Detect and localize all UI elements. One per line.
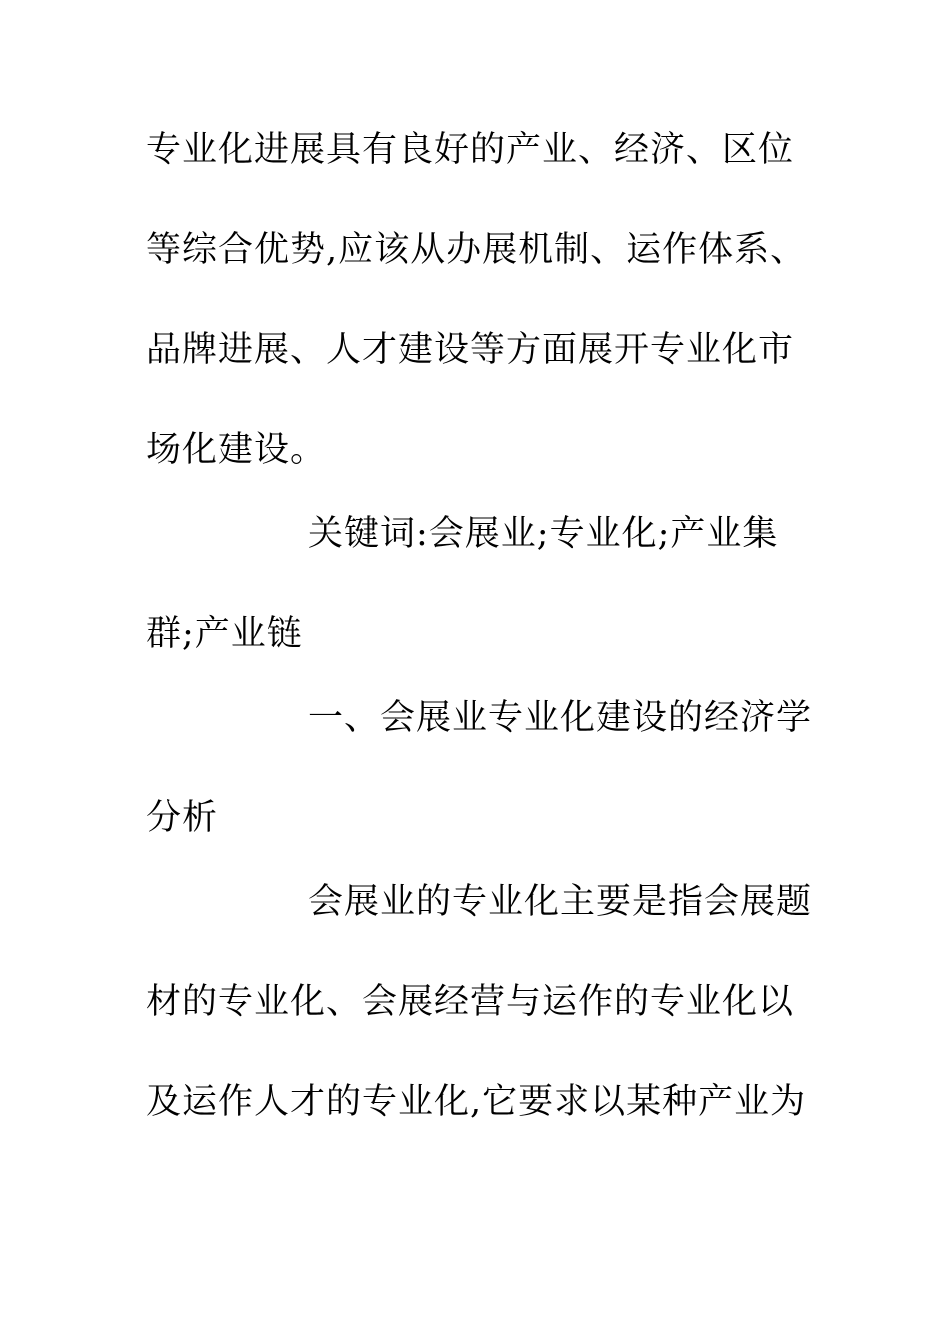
section-heading-line-1: 一、会展业专业化建设的经济学 xyxy=(308,698,813,738)
body-line-1: 会展业的专业化主要是指会展题 xyxy=(308,882,813,922)
keywords-line-2: 群;产业链 xyxy=(146,614,303,654)
body-line-3: 及运作人才的专业化,它要求以某种产业为 xyxy=(146,1082,807,1122)
section-heading-line-2: 分析 xyxy=(146,798,219,838)
body-line-2: 材的专业化、会展经营与运作的专业化以 xyxy=(146,982,795,1022)
abstract-line-1: 专业化进展具有良好的产业、经济、区位 xyxy=(146,130,795,170)
abstract-line-4: 场化建设。 xyxy=(146,430,327,470)
abstract-line-2: 等综合优势,应该从办展机制、运作体系、 xyxy=(146,230,807,270)
abstract-line-3: 品牌进展、人才建设等方面展开专业化市 xyxy=(146,330,795,370)
keywords-line-1: 关键词:会展业;专业化;产业集 xyxy=(308,514,779,554)
